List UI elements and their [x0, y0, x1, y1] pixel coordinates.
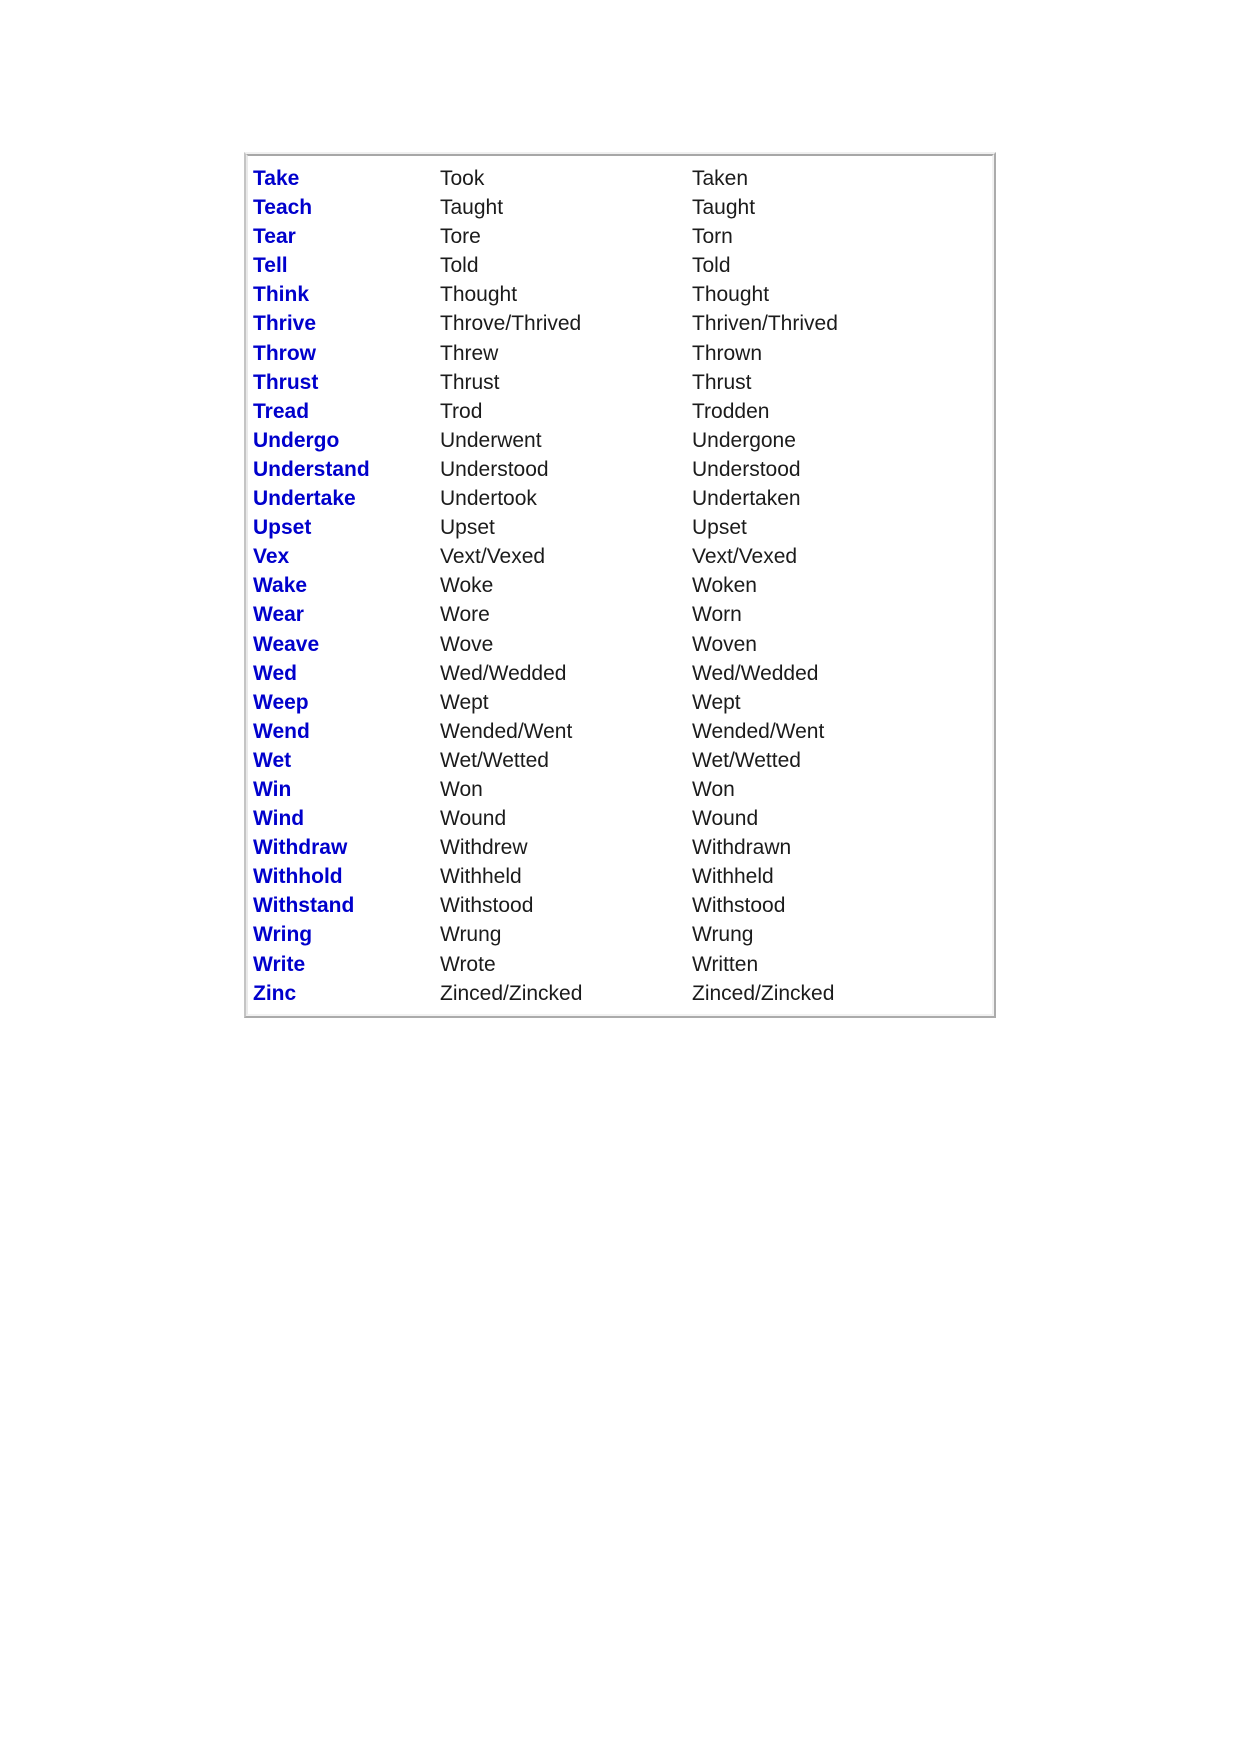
base-form-cell: Undergo	[253, 428, 340, 452]
base-form-cell: Wake	[253, 574, 308, 598]
past-simple-cell: Vext/Vexed	[440, 545, 546, 569]
table-row	[253, 630, 984, 659]
base-form-cell: Tear	[253, 225, 296, 249]
past-participle-cell: Wet/Wetted	[692, 748, 801, 772]
base-form-cell: Zinc	[253, 981, 297, 1005]
past-participle-cell: Woven	[692, 632, 757, 656]
base-form-cell: Vex	[253, 545, 290, 569]
base-form-cell: Wind	[253, 807, 305, 831]
past-simple-cell: Withstood	[440, 894, 534, 918]
table-row	[253, 833, 984, 862]
past-simple-cell: Taught	[440, 196, 504, 220]
base-form-cell: Upset	[253, 516, 312, 540]
base-form-cell: Take	[253, 167, 300, 190]
base-form-cell: Write	[253, 952, 306, 976]
past-participle-cell: Torn	[692, 225, 733, 249]
base-form-cell: Weave	[253, 632, 320, 656]
base-form-cell: Wring	[253, 923, 313, 947]
past-simple-cell: Upset	[440, 516, 495, 540]
past-participle-cell: Worn	[692, 603, 742, 627]
past-participle-cell: Won	[692, 777, 735, 801]
table-row	[253, 484, 984, 513]
base-form-cell: Wend	[253, 719, 310, 743]
past-simple-cell: Wed/Wedded	[440, 661, 567, 685]
past-participle-cell: Withdrawn	[692, 836, 792, 860]
past-simple-cell: Withdrew	[440, 836, 528, 860]
base-form-cell: Teach	[253, 196, 313, 220]
table-row	[253, 193, 984, 222]
past-simple-cell: Underwent	[440, 428, 542, 452]
past-participle-cell: Wept	[692, 690, 741, 714]
past-participle-cell: Trodden	[692, 399, 770, 423]
table-row	[253, 251, 984, 280]
past-participle-cell: Vext/Vexed	[692, 545, 798, 569]
past-participle-cell: Wed/Wedded	[692, 661, 819, 685]
base-form-cell: Throw	[253, 341, 316, 365]
past-participle-cell: Understood	[692, 457, 801, 481]
base-form-cell: Wet	[253, 748, 292, 772]
past-simple-cell: Zinced/Zincked	[440, 981, 583, 1005]
table-row	[253, 513, 984, 542]
past-participle-cell: Taught	[692, 196, 756, 220]
table-row	[253, 571, 984, 600]
table-row	[253, 804, 984, 833]
past-simple-cell: Wrung	[440, 923, 502, 947]
past-simple-cell: Thought	[440, 283, 518, 307]
past-simple-cell: Throve/Thrived	[440, 312, 582, 336]
past-simple-cell: Wore	[440, 603, 490, 627]
past-participle-cell: Zinced/Zincked	[692, 981, 835, 1005]
base-form-cell: Weep	[253, 690, 309, 714]
table-row	[253, 164, 984, 193]
past-simple-cell: Told	[440, 254, 479, 278]
table-row	[253, 775, 984, 804]
past-participle-cell: Withheld	[692, 865, 774, 889]
table-row	[253, 368, 984, 397]
past-simple-cell: Threw	[440, 341, 499, 365]
past-participle-cell: Wrung	[692, 923, 754, 947]
table-row	[253, 222, 984, 251]
past-simple-cell: Woke	[440, 574, 494, 598]
base-form-cell: Tell	[253, 254, 288, 278]
base-form-cell: Wed	[253, 661, 297, 685]
table-row	[253, 397, 984, 426]
table-row	[253, 455, 984, 484]
base-form-cell: Win	[253, 777, 292, 801]
base-form-cell: Thrust	[253, 370, 319, 394]
base-form-cell: Wear	[253, 603, 304, 627]
table-row	[253, 979, 984, 1008]
past-participle-cell: Told	[692, 254, 731, 278]
table-row	[253, 717, 984, 746]
base-form-cell: Withdraw	[253, 836, 348, 860]
past-simple-cell: Wound	[440, 807, 507, 831]
table-row	[253, 746, 984, 775]
past-simple-cell: Wove	[440, 632, 494, 656]
table-row	[253, 600, 984, 629]
past-participle-cell: Upset	[692, 516, 747, 540]
past-simple-cell: Trod	[440, 399, 483, 423]
verb-table-body	[253, 164, 984, 1008]
base-form-cell: Understand	[253, 457, 370, 481]
table-row	[253, 659, 984, 688]
table-row	[253, 920, 984, 949]
past-participle-cell: Thriven/Thrived	[692, 312, 838, 336]
base-form-cell: Thrive	[253, 312, 317, 336]
table-row	[253, 688, 984, 717]
past-simple-cell: Undertook	[440, 487, 537, 511]
past-simple-cell: Won	[440, 777, 483, 801]
past-simple-cell: Wet/Wetted	[440, 748, 549, 772]
table-row	[253, 280, 984, 309]
past-participle-cell: Thrown	[692, 341, 763, 365]
past-simple-cell: Understood	[440, 457, 549, 481]
base-form-cell: Undertake	[253, 487, 356, 511]
verb-table	[246, 154, 994, 1016]
table-row	[253, 339, 984, 368]
past-participle-cell: Undertaken	[692, 487, 801, 511]
past-simple-cell: Tore	[440, 225, 481, 249]
table-row	[253, 309, 984, 338]
table-row	[253, 862, 984, 891]
table-row	[253, 426, 984, 455]
past-simple-cell: Wept	[440, 690, 489, 714]
base-form-cell: Withstand	[253, 894, 355, 918]
base-form-cell: Think	[253, 283, 309, 307]
past-participle-cell: Thrust	[692, 370, 752, 394]
table-row	[253, 891, 984, 920]
past-participle-cell: Wended/Went	[692, 719, 825, 743]
past-simple-cell: Wended/Went	[440, 719, 573, 743]
past-simple-cell: Took	[440, 167, 485, 190]
base-form-cell: Withhold	[253, 865, 343, 889]
past-simple-cell: Thrust	[440, 370, 500, 394]
past-participle-cell: Withstood	[692, 894, 786, 918]
base-form-cell: Tread	[253, 399, 310, 423]
past-participle-cell: Undergone	[692, 428, 796, 452]
past-participle-cell: Woken	[692, 574, 757, 598]
past-participle-cell: Taken	[692, 167, 749, 190]
table-row	[253, 950, 984, 979]
past-participle-cell: Thought	[692, 283, 770, 307]
past-simple-cell: Wrote	[440, 952, 496, 976]
past-participle-cell: Written	[692, 952, 759, 976]
table-row	[253, 542, 984, 571]
past-participle-cell: Wound	[692, 807, 759, 831]
verb-table-frame	[244, 152, 996, 1018]
past-simple-cell: Withheld	[440, 865, 522, 889]
